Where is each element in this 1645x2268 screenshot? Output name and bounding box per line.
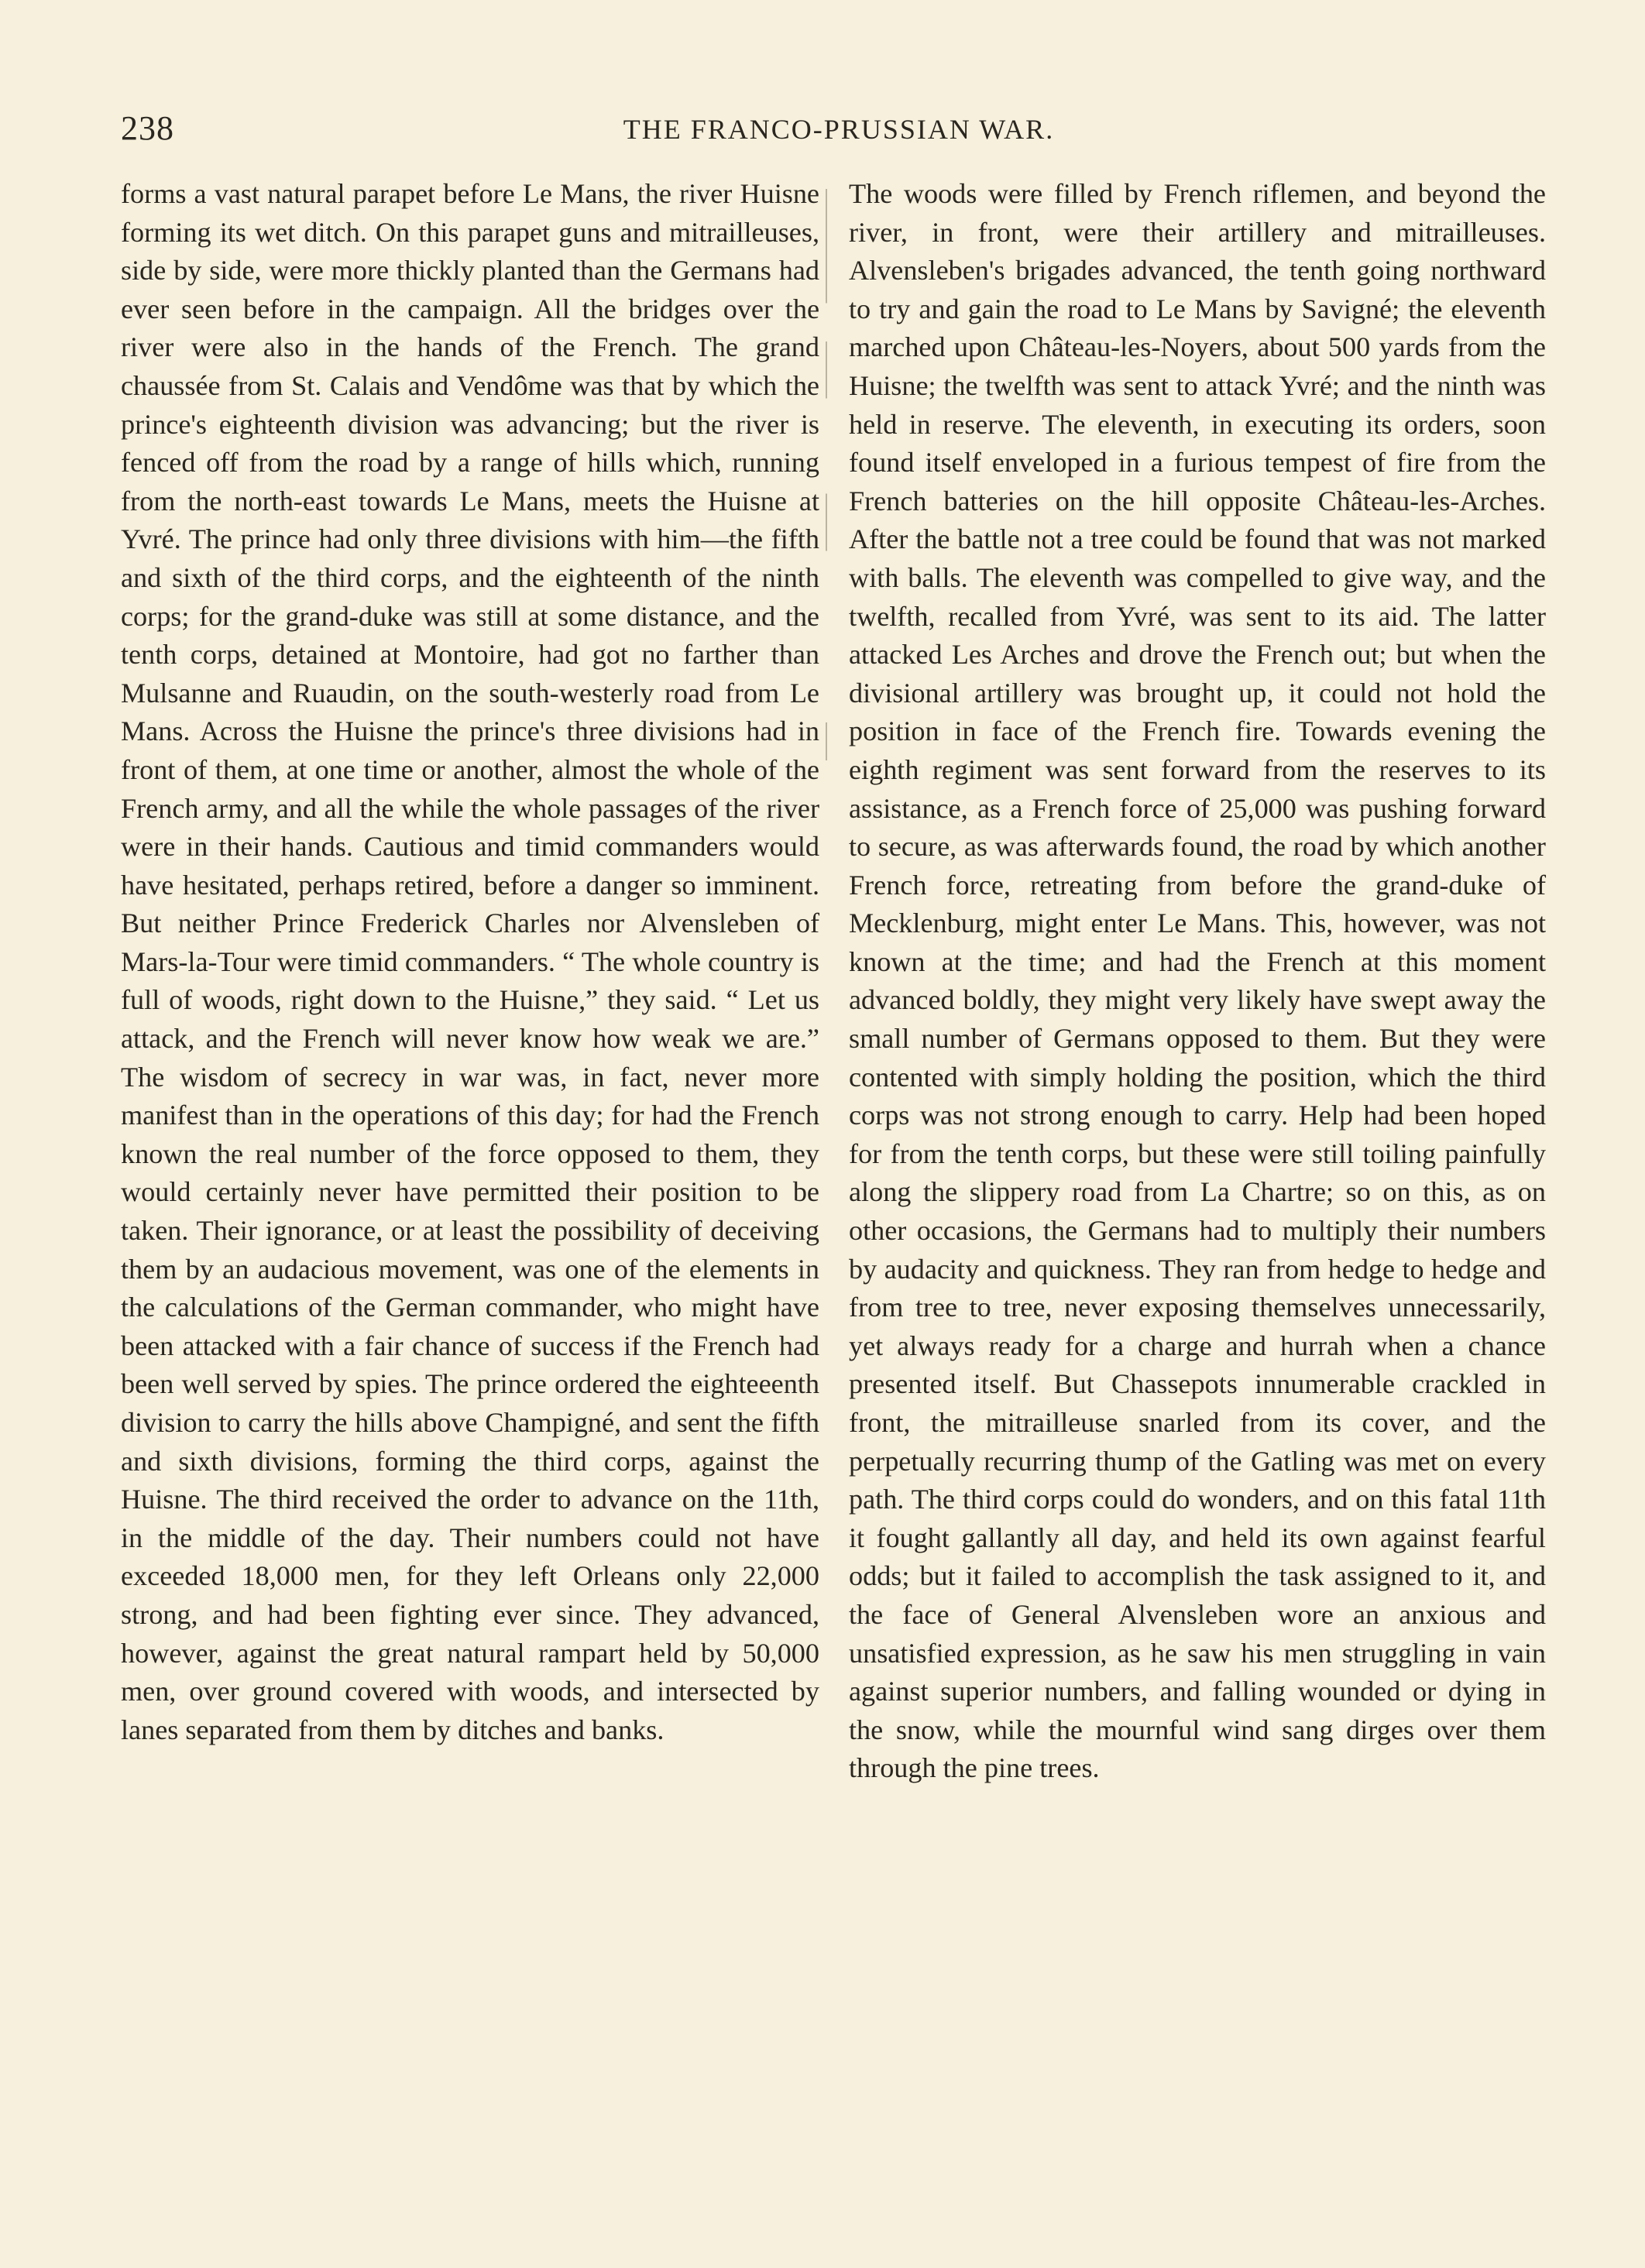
running-title: THE FRANCO-PRUSSIAN WAR. (623, 114, 1055, 145)
left-column (121, 175, 819, 2126)
left-column-text: forms a vast natural parapet before Le Mans, the river Huisne forming its wet ditch. On this parapet guns and mitrailleuses, side by side, were more thickly planted than the Germans had ever seen before in the campaign. All the bridges over the river were also in the hands of the French. The grand chaussée from St. Calais and Vendôme was that by which the prince's eighteenth division was advancing; but the river is fenced off from the road by a range of hills which, running from the north-east towards Le Mans, meets the Huisne at Yvré. The prince had only three divisions with him—the fifth and sixth of the third corps, and the eighteenth of the ninth corps; for the grand-duke was still at some distance, and the tenth corps, detained at Montoire, had got no farther than Mulsanne and Ruaudin, on the south-westerly road from Le Mans. Across the Huisne the prince's three divisions had in front of them, at one time or another, almost the whole of the French army, and all the while the whole passages of the river were in their hands. Cautious and timid commanders would have hesitated, perhaps retired, before a danger so imminent. But neither Prince Frederick Charles nor Alvensleben of Mars-la-Tour were timid commanders. “ The whole country is full of woods, right down to the Huisne,” they said. “ Let us attack, and the French will never know how weak we are.” The wisdom of secrecy in war was, in fact, never more manifest than in the operations of this day; for had the French known the real number of the force opposed to them, they would certainly never have permitted their position to be taken. Their ignorance, or at least the possibility of deceiving them by an audacious movement, was one of the elements in the calculations of the German commander, who might have been attacked with a fair chance of success if the French had been well served by spies. The prince ordered the eighteeenth division to carry the hills above Champigné, and sent the fifth and sixth divisions, forming the third corps, against the Huisne. The third received the order to advance on the 11th, in the middle of the day. Their numbers could not have exceeded 18,000 men, for they left Orleans only 22,000 strong, and had been fighting ever since. They advanced, however, against the great natural rampart held by 50,000 men, over ground covered with woods, and intersected by lanes separated from them by ditches and banks. (121, 178, 819, 1745)
page-header (121, 108, 1557, 155)
right-column-text: The woods were filled by French riflemen, and beyond the river, in front, were their artillery and mitrailleuses. Alvensleben's brigades advanced, the tenth going northward to try and gain the road to Le Mans by Savigné; the eleventh marched upon Château-les-Noyers, about 500 yards from the Huisne; the twelfth was sent to attack Yvré; and the ninth was held in reserve. The eleventh, in executing its orders, soon found itself enveloped in a furious tempest of fire from the French batteries on the hill opposite Château-les-Arches. After the battle not a tree could be found that was not marked with balls. The eleventh was compelled to give way, and the twelfth, recalled from Yvré, was sent to its aid. The latter attacked Les Arches and drove the French out; but when the divisional artillery was brought up, it could not hold the position in face of the French fire. Towards evening the eighth regiment was sent forward from the reserves to its assistance, as a French force of 25,000 was pushing forward to secure, as was afterwards found, the road by which another French force, retreating from before the grand-duke of Mecklenburg, might enter Le Mans. This, however, was not known at the time; and had the French at this moment advanced boldly, they might very likely have swept away the small number of Germans opposed to them. But they were contented with simply holding the position, which the third corps was not strong enough to carry. Help had been hoped for from the tenth corps, but these were still toiling painfully along the slippery road from La Chartre; so on this, as on other occasions, the Germans had to multiply their numbers by audacity and quickness. They ran from hedge to hedge and from tree to tree, never exposing themselves unnecessarily, yet always ready for a charge and hurrah when a chance presented itself. But Chassepots innumerable crackled in front, the mitrailleuse snarled from its cover, and the perpetually recurring thump of the Gatling was met on every path. The third corps could do wonders, and on this fatal 11th it fought gallantly all day, and held its own against fearful odds; but it failed to accomplish the task assigned to it, and the face of General Alvensleben wore an anxious and unsatisfied expression, as he saw his men struggling in vain against superior numbers, and falling wounded or dying in the snow, while the mournful wind sang dirges over them through the pine trees. (849, 178, 1546, 1784)
right-column (849, 175, 1546, 2126)
column-divider (826, 189, 827, 2094)
page-number: 238 (121, 109, 174, 147)
